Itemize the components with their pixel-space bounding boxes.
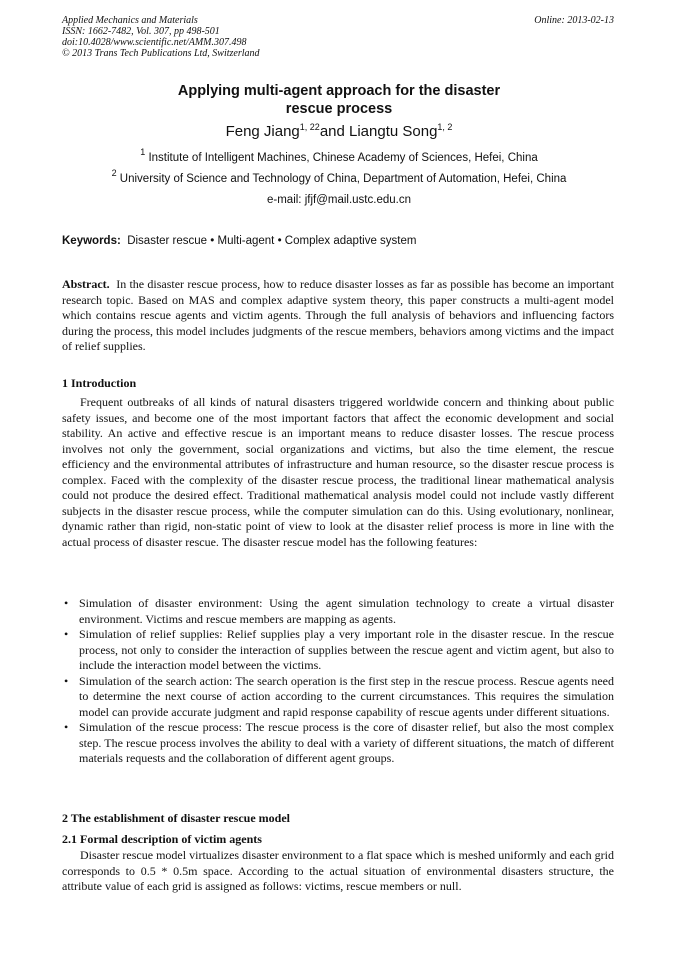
list-item-text: Simulation of the search action: The search operation is the first step in the rescue process. Rescue agents need to determine the next course of action according to the current circumstances. This requires the simulation model can provide accurate judgment and rapid response capability of rescue agents under different situations. (79, 673, 614, 719)
list-item (62, 720, 614, 767)
affiliation-2-sup: 2 (111, 168, 117, 178)
title-line-1: Applying multi-agent approach for the disaster (177, 83, 501, 99)
author-1-sup-b: 2 (314, 122, 320, 132)
keywords (62, 234, 416, 248)
list-item (62, 596, 614, 627)
journal-copyright: © 2013 Trans Tech Publications Ltd, Switzerland (62, 48, 260, 59)
online-date: Online: 2013-02-13 (534, 15, 614, 26)
affiliation-2-text: University of Science and Technology of China, Department of Automation, Hefei, China (119, 173, 567, 185)
introduction-text: Frequent outbreaks of all kinds of natural disasters triggered worldwide concern and thinking about public safety issues, and become one of the most important factors that affect the economic development and social stability. An active and effective rescue is an important means to reduce disaster losses. The rescue process involves not only the government, social organizations and victims, but also the time element, the rescue efficiency and the environmental attributes of infrastructure and human resource, so the disaster rescue process is complex. Faced with the complexity of the disaster rescue process, the traditional linear mathematical analysis could not produce the desired effect. Traditional mathematical analysis model could not include vastly different subjects in the disaster rescue process, while the computer simulation can do this. Using evolutionary, nonlinear, dynamic rather than rigid, non-static point of view to look at the disaster relief process is more in line with the actual process of disaster rescue. The disaster rescue model has the following features: (62, 395, 614, 549)
journal-name: Applied Mechanics and Materials (62, 15, 198, 26)
list-item-text: Simulation of the rescue process: The rescue process is the core of disaster relief, but also the most complex step. The rescue process involves the ability to deal with a variety of different situations, the match of different materials requests and the collaboration of different agent groups. (79, 720, 614, 765)
author-line (62, 122, 616, 142)
affiliation-2 (62, 168, 616, 186)
author-2: and Liangtu Song (319, 123, 438, 140)
section-2-paragraph (62, 848, 614, 895)
subsection-2-1-heading: 2.1 Formal description of victim agents (62, 832, 262, 846)
feature-list (62, 596, 614, 767)
section-2-text: Disaster rescue model virtualizes disaster environment to a flat space which is meshed uniformly and each grid corresponds to 0.5 * 0.5m space. According to the actual situation of environmental disasters structure, the attribute value of each grid is assigned as follows: victims, rescue members or null. (62, 848, 614, 893)
list-item (62, 674, 614, 721)
bullet-icon: • (64, 596, 69, 610)
affiliation-1-sup: 1 (140, 147, 146, 157)
journal-doi: doi:10.4028/www.scientific.net/AMM.307.498 (62, 37, 247, 48)
author-2-sup: 1, 2 (437, 122, 453, 132)
journal-info (62, 15, 260, 59)
author-1: Feng Jiang (225, 123, 300, 140)
section-2-heading: 2 The establishment of disaster rescue model (62, 811, 290, 825)
introduction-paragraph (62, 395, 614, 550)
author-email[interactable]: e-mail: jfjf@mail.ustc.edu.cn (267, 194, 411, 206)
affiliation-1-text: Institute of Intelligent Machines, Chinese Academy of Sciences, Hefei, China (148, 152, 538, 164)
paper-title (62, 82, 616, 118)
list-item (62, 627, 614, 674)
keywords-text: Disaster rescue • Multi-agent • Complex adaptive system (127, 235, 417, 247)
bullet-icon: • (64, 627, 69, 641)
keywords-label: Keywords: (62, 235, 121, 247)
title-line-2: rescue process (285, 101, 393, 117)
author-1-sup: 1, 2 (299, 122, 315, 132)
bullet-icon: • (64, 673, 69, 688)
abstract-text: In the disaster rescue process, how to reduce disaster losses as far as possible has become an important research topic. Based on MAS and complex adaptive system theory, this paper constructs a multi-agent model which contains rescue agents and victim agents. Through the full analysis of behaviors and influencing factors during the process, this model includes judgments of the rescue members, behaviors among victims and the impact of relief supplies. (62, 277, 615, 353)
section-1-heading: 1 Introduction (62, 376, 137, 390)
affiliation-1 (62, 147, 616, 165)
journal-issn: ISSN: 1662-7482, Vol. 307, pp 498-501 (62, 26, 220, 37)
abstract (62, 277, 614, 355)
abstract-label: Abstract. (62, 277, 110, 291)
bullet-icon: • (64, 720, 69, 734)
list-item-text: Simulation of disaster environment: Using the agent simulation technology to create a virtual disaster environment. Victims and rescue members are mapping as agents. (79, 596, 614, 626)
list-item-text: Simulation of relief supplies: Relief supplies play a very important role in the disaster rescue. In the rescue process, not only to consider the interaction of supplies between the rescue agent and victim agent, but also to include the interaction model between the victims. (79, 627, 614, 672)
